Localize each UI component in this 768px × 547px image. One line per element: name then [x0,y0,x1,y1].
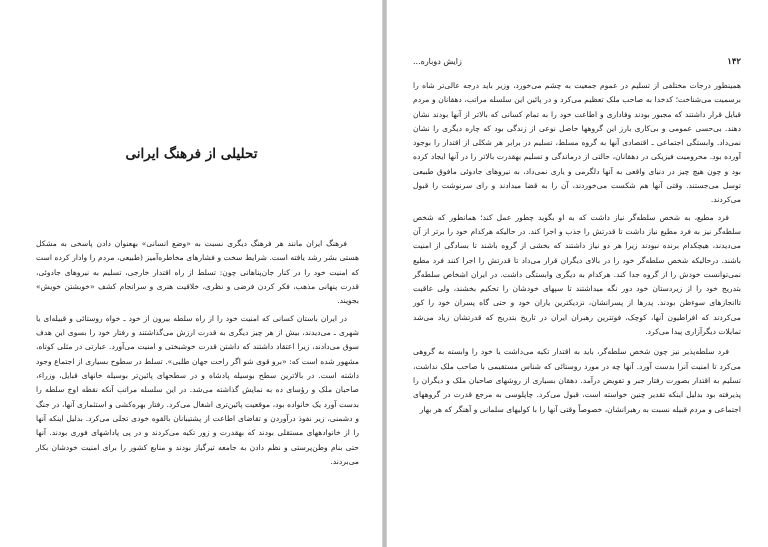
page-number: ۱۴۲ [727,57,741,67]
chapter-title: تحلیلی از فرهنگ ایرانی [125,146,258,162]
left-page [0,0,383,547]
paragraph: فرهنگ ایران مانند هر فرهنگ دیگری نسبت به «وضع انسانی» بهعنوان دادن پاسخی به مشکل هستی بشر رشد یافته است. شرایط سخت و فشارهای مخاطره‌آمیز (طبیعی، مردم را وادار کرده است که امنیت خود را در کنار جان‌پناهانی چون: تسلط از راه اقتدار خارجی، تسلیم به نیروهای جادوئی، قدرت پنهانی مذهب، فکر کردن فرضی و نظری، خلاقیت هنری و سرانجام کشف «خویشتن خویش» بجویند. [36,239,359,306]
right-page [386,0,768,547]
running-head-title: زایش دوباره... [413,57,462,66]
paragraph: فرد سلطه‌پذیر نیز چون شخص سلطه‌گر، باید به اقتدار تکیه می‌داشت یا خود را وابسته به گروهی می‌کرد تا امنیت آنرا بدست آورد. آنها چه در مورد روستائی که شناس مستقیمی با صاحب ملک نداشت، تسلیم به اقتدار بصورت رفتار جبر و تفویض درآمد. دهقان بسیاری از روشهای صاحبان ملک و دیگران را پذیرفته بود بدلیل اینکه تقدیر چنین خواسته است، قبول می‌کرد. چاپلوسی به مرجع قدرت در گروههای اجتماعی و مردم قبیله نسبت به رهبرانشان، خصوصاً وقتی آنها را با کولیهای سلمانی و آهنگر که هر بهار [413,347,741,414]
paragraph: فرد مطیع، به شخص سلطه‌گر نیاز داشت که به او بگوید چطور عمل کند؛ همانطور که شخص سلطه‌گر نیز به فرد مطیع نیاز داشت تا قدرتش را جذب و اجرا کند. در حالیکه هرکدام خود را برتر از آن می‌دیدند، هیچکدام برنده نبودند زیرا هر دو نیاز داشتند که بخشی از گروه باشند تا بسادگی از امنیت باشند. درحالیکه شخص سلطه‌گر خود را در بالای دیگران قرار می‌داد تا قدرتش را اجرا کنند فرد مطیع نمی‌توانست خودش را از گروه جدا کند. هرکدام به دیگری وابستگی داشت. در ایران اشخاص سلطه‌گر بتدریج خود را از زیردستان خود دور نگه میداشتند تا سپهای خودشان را تحکیم بخشند، ولی عاقبت تاانجازهای سوءظن بودند. پدرها از پسرانشان، نزدیکترین یاران خود و حتی گاه پسران خود را کور می‌کردند که افراطیون آنها، کوچک، فوتترین رهبران ایران در تاریخ بتدریج که قدرتشان زیاد می‌شد تمایلات دیگرآزاری پیدا می‌کرد. [413,212,741,337]
paragraph: همینطور درجات مختلفی از تسلیم در عموم جمعیت به چشم می‌خورد، وزیر باید درجه عالی‌تر شاه را برسمیت می‌شناخت؛ کدخدا به صاحب ملک تعظیم می‌کرد و در پائین این سلسله مراتب، دهقانان و مردم قبایل قرار داشتند که مجبور بودند وفاداری و اطاعت خود را به تمام کسانی که بالاتر از آنها بودند نشان دهند. بی‌حسی عمومی و بی‌کاری بارز این گروهها حاصل نوعی از زندگی بود که چاره دیگری را نشان نمی‌داد. وابستگی اجتماعی ـ اقتصادی آنها به گروه مسلط، تسلیم در برابر هر شکلی از اقتدار را بوجود آورده بود. محرومیت فیزیکی در دهقانان، حالتی از درماندگی و تسلیم بهقدرت بالاتر را در آنها ایجاد کرده بود و چون هیچ چیز در دنیای واقعی به آنها دلگرمی و یاری نمی‌داد، به نیروهای جادوئی مافوق طبیعی توسل می‌جستند. وقتی آنها هم شکست می‌خوردند، آن را به قضا میدادند و رای سرنوشت را قبول می‌کردند. [413,81,741,205]
paragraph: در ایران باستان کسانی که امنیت خود را از راه سلطه بیرون از خود ـ خواه روستائی و قبیله‌ای یا شهری ـ می‌دیدند، بیش از هر چیز دیگری به قدرت ارزش می‌گذاشتند و رفتار خود را بسوی این هدف سوق می‌دادند، زیرا اعتقاد داشتند که داشتن قدرت خوشبختی و امنیت می‌آورد. عبارتی در مثلی کوتاه، مشهور شده است که: «برو قوی شو اگر راحت جهان طلبی». تسلط در سطوح بسیاری از اجتماع وجود داشته است. در بالاترین سطح بوسیله پادشاه و در سطحهای پائین‌تر بوسیله خانهای قبایل، وزراء، صاحبان ملک و رؤسای ده به نمایش گذاشته می‌شد. در این سلسله مراتب آنکه نقطه اوج سلطه را بدست آورد یک خانواده بود، موقعیت پائین‌تری اشغال می‌کرد. رفتار بهره‌کشی و استثماری آنها، در جنگ و دشمنی، زیر نفوذ درآوردن و تقاضای اطاعت از پشتیبانان بالقوه خودی تجلی می‌کرد. بدلیل اینکه آنها را از خانوادههای مستقلی بودند که بهقدرت و زور تکیه می‌کردند و در پی پاداشهای فوری بودند. آنها حتی بنام وطن‌پرستی و نظم دادن به جامعه تیرگیاز بودند و منابع کشور را برای امنیت خودشان بکار می‌بردند. [36,313,359,467]
running-head [413,57,741,71]
right-page-body [413,79,741,420]
left-page-body [36,237,359,473]
